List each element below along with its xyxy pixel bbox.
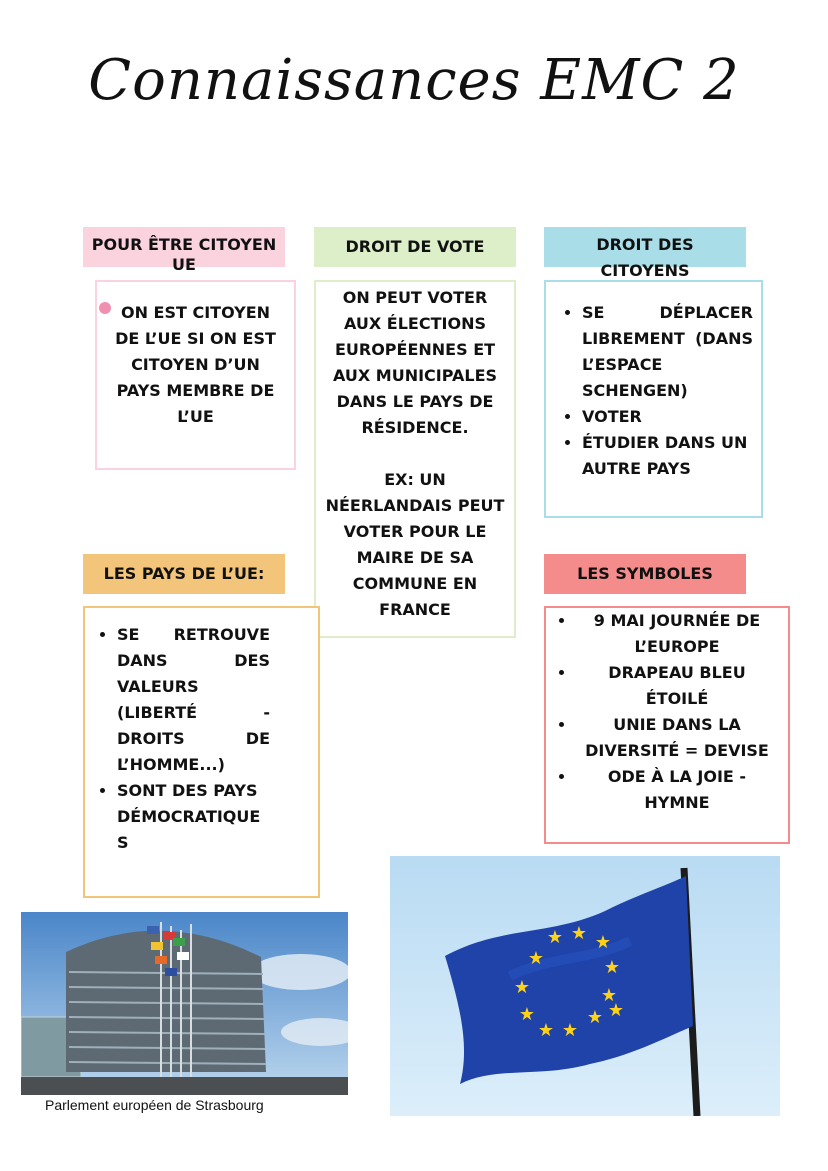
- list-item: • DRAPEAU BLEU ÉTOILÉ: [576, 660, 778, 712]
- svg-text:★: ★: [600, 985, 618, 1006]
- header-pays-label: LES PAYS DE L’UE:: [103, 564, 265, 583]
- list-item: • SONT DES PAYS DÉMOCRATIQUES: [117, 778, 270, 856]
- header-citoyen: [83, 227, 285, 274]
- page-title: Connaissances EMC 2: [88, 48, 740, 113]
- eu-flag-image: [390, 856, 780, 1116]
- parliament-photo: [21, 912, 348, 1095]
- header-symboles-label: LES SYMBOLES: [577, 564, 713, 583]
- box-symboles: [544, 606, 790, 844]
- header-symboles: [544, 554, 746, 594]
- parliament-image: [21, 912, 348, 1095]
- header-citoyen-label: POUR ÊTRE CITOYEN UE: [91, 235, 277, 274]
- list-item: • ODE À LA JOIE - HYMNE: [576, 764, 778, 816]
- header-droits: [544, 227, 746, 280]
- svg-text:★: ★: [561, 1020, 579, 1041]
- svg-text:★: ★: [513, 977, 531, 998]
- header-droits-label: DROIT DES CITOYENS: [596, 235, 694, 280]
- list-item: • ÉTUDIER DANS UN AUTRE PAYS: [582, 430, 753, 482]
- citoyen-text: ON EST CITOYEN DE L’UE SI ON EST CITOYEN D’UN PAYS MEMBRE DE L’UE: [115, 303, 276, 426]
- photo-caption: Parlement européen de Strasbourg: [45, 1097, 264, 1113]
- box-pays: [83, 606, 320, 898]
- box-droits: [544, 280, 763, 518]
- header-vote-label: DROIT DE VOTE: [345, 237, 485, 256]
- box-citoyen: [95, 280, 296, 470]
- svg-text:★: ★: [537, 1020, 555, 1041]
- vote-text-example: EX: UN NÉERLANDAIS PEUT VOTER POUR LE MAIRE DE SA COMMUNE EN FRANCE: [325, 470, 505, 619]
- vote-text-main: ON PEUT VOTER AUX ÉLECTIONS EUROPÉENNES ET AUX MUNICIPALES DANS LE PAYS DE RÉSIDENCE.: [332, 288, 498, 437]
- bullet-dot: [99, 302, 111, 314]
- svg-text:★: ★: [607, 1000, 625, 1021]
- svg-text:★: ★: [570, 923, 588, 944]
- svg-text:★: ★: [546, 927, 564, 948]
- list-item: • VOTER: [582, 404, 753, 430]
- list-item: • UNIE DANS LA DIVERSITÉ = DEVISE: [576, 712, 778, 764]
- svg-text:★: ★: [594, 932, 612, 953]
- svg-text:★: ★: [527, 948, 545, 969]
- header-pays: [83, 554, 285, 594]
- box-vote: [314, 280, 516, 638]
- list-item: • SE DÉPLACER LIBREMENT (DANS L’ESPACE SCHENGEN): [582, 300, 753, 404]
- svg-text:★: ★: [586, 1007, 604, 1028]
- header-vote: [314, 227, 516, 267]
- list-item: • SE RETROUVE DANS DES VALEURS (LIBERTÉ - DROITS DE L’HOMME...): [117, 622, 270, 778]
- eu-flag-photo: [390, 856, 780, 1116]
- svg-text:★: ★: [518, 1004, 536, 1025]
- list-item: • 9 MAI JOURNÉE DE L’EUROPE: [576, 608, 778, 660]
- svg-text:★: ★: [603, 957, 621, 978]
